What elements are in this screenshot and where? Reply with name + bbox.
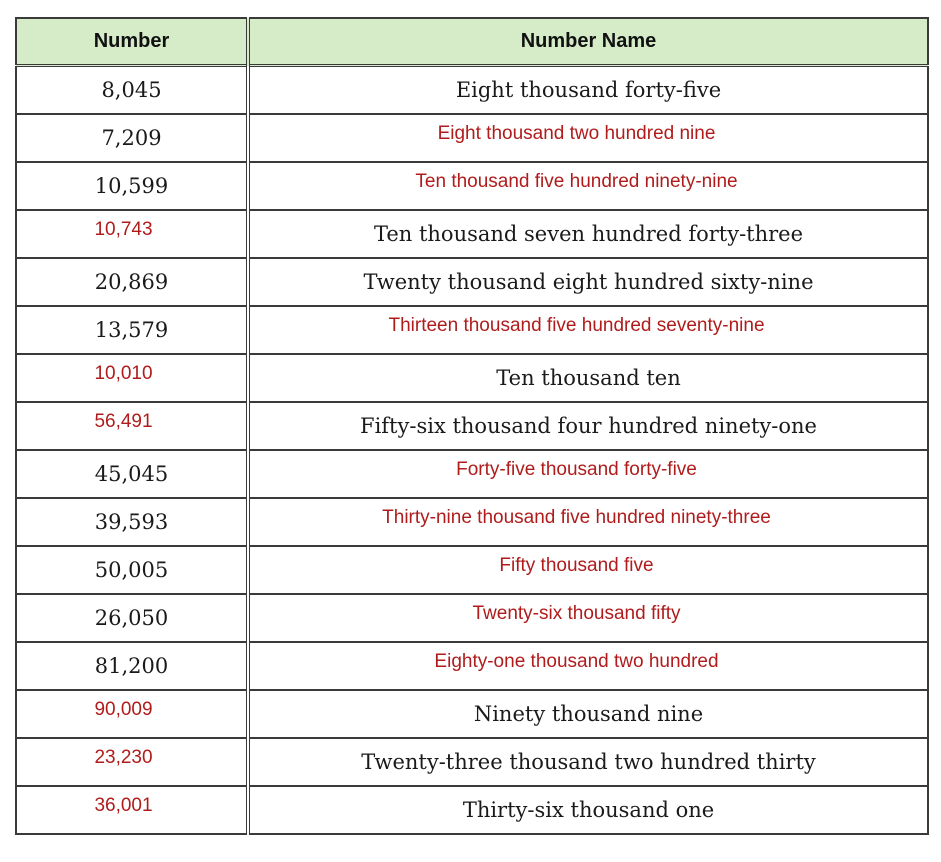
- table-row: [16, 162, 928, 210]
- number-cell: [16, 306, 248, 354]
- number-cell: [16, 594, 248, 642]
- number-name-cell: [248, 114, 928, 162]
- number-name-cell: [248, 546, 928, 594]
- number-names-table: [15, 17, 929, 835]
- table-row: [16, 594, 928, 642]
- number-cell: [16, 114, 248, 162]
- number-name-cell: [248, 306, 928, 354]
- number-name-value: Eight thousand forty-five: [455, 78, 722, 102]
- number-name-cell: [248, 786, 928, 834]
- number-name-answer: Forty-five thousand forty-five: [456, 459, 697, 480]
- number-value: 39,593: [94, 510, 169, 534]
- number-name-answer: Fifty thousand five: [499, 555, 654, 576]
- header-row: [16, 18, 928, 66]
- number-cell: [16, 690, 248, 738]
- number-cell: [16, 354, 248, 402]
- number-name-cell: [248, 594, 928, 642]
- number-name-answer: Thirteen thousand five hundred seventy-nine: [388, 315, 765, 336]
- number-name-value: Twenty thousand eight hundred sixty-nine: [363, 270, 814, 294]
- number-value: 45,045: [94, 462, 169, 486]
- number-name-cell: [248, 450, 928, 498]
- number-cell: [16, 162, 248, 210]
- table-row: [16, 546, 928, 594]
- number-cell: [16, 450, 248, 498]
- number-name-cell: [248, 66, 928, 115]
- number-answer: 36,001: [94, 795, 153, 816]
- number-name-cell: [248, 258, 928, 306]
- table-row: [16, 690, 928, 738]
- table-row: [16, 306, 928, 354]
- number-name-value: Twenty-three thousand two hundred thirty: [361, 750, 816, 774]
- number-answer: 10,010: [94, 363, 153, 384]
- table-row: [16, 66, 928, 115]
- table-row: [16, 642, 928, 690]
- number-value: 13,579: [94, 318, 169, 342]
- number-value: 26,050: [94, 606, 169, 630]
- number-name-cell: [248, 690, 928, 738]
- table-row: [16, 114, 928, 162]
- table-row: [16, 450, 928, 498]
- number-cell: [16, 642, 248, 690]
- number-cell: [16, 738, 248, 786]
- number-cell: [16, 210, 248, 258]
- table-row: [16, 786, 928, 834]
- number-name-cell: [248, 498, 928, 546]
- table-row: [16, 738, 928, 786]
- table-row: [16, 354, 928, 402]
- header-number: Number: [16, 18, 248, 66]
- number-name-cell: [248, 642, 928, 690]
- number-name-cell: [248, 162, 928, 210]
- number-value: 50,005: [94, 558, 169, 582]
- number-name-answer: Thirty-nine thousand five hundred ninety-three: [382, 507, 771, 528]
- number-cell: [16, 66, 248, 115]
- number-name-answer: Eighty-one thousand two hundred: [434, 651, 719, 672]
- number-name-value: Thirty-six thousand one: [462, 798, 715, 822]
- number-name-value: Fifty-six thousand four hundred ninety-one: [360, 414, 817, 438]
- number-value: 8,045: [101, 78, 162, 102]
- number-name-answer: Eight thousand two hundred nine: [437, 123, 716, 144]
- number-name-answer: Twenty-six thousand fifty: [472, 603, 681, 624]
- number-cell: [16, 546, 248, 594]
- number-cell: [16, 258, 248, 306]
- number-value: 7,209: [101, 126, 162, 150]
- number-cell: [16, 786, 248, 834]
- table-row: [16, 258, 928, 306]
- number-name-value: Ten thousand ten: [496, 366, 681, 390]
- number-cell: [16, 498, 248, 546]
- number-name-cell: [248, 354, 928, 402]
- number-name-value: Ninety thousand nine: [473, 702, 704, 726]
- number-name-cell: [248, 210, 928, 258]
- table-row: [16, 402, 928, 450]
- number-name-answer: Ten thousand five hundred ninety-nine: [415, 171, 738, 192]
- number-value: 81,200: [94, 654, 169, 678]
- number-value: 20,869: [94, 270, 169, 294]
- table-row: [16, 210, 928, 258]
- number-names-table-container: [15, 17, 927, 835]
- number-answer: 23,230: [94, 747, 153, 768]
- number-answer: 10,743: [94, 219, 153, 240]
- number-name-cell: [248, 402, 928, 450]
- number-answer: 90,009: [94, 699, 153, 720]
- number-name-value: Ten thousand seven hundred forty-three: [373, 222, 804, 246]
- number-answer: 56,491: [94, 411, 153, 432]
- number-value: 10,599: [94, 174, 169, 198]
- number-cell: [16, 402, 248, 450]
- number-name-cell: [248, 738, 928, 786]
- table-row: [16, 498, 928, 546]
- header-number-name: Number Name: [248, 18, 928, 66]
